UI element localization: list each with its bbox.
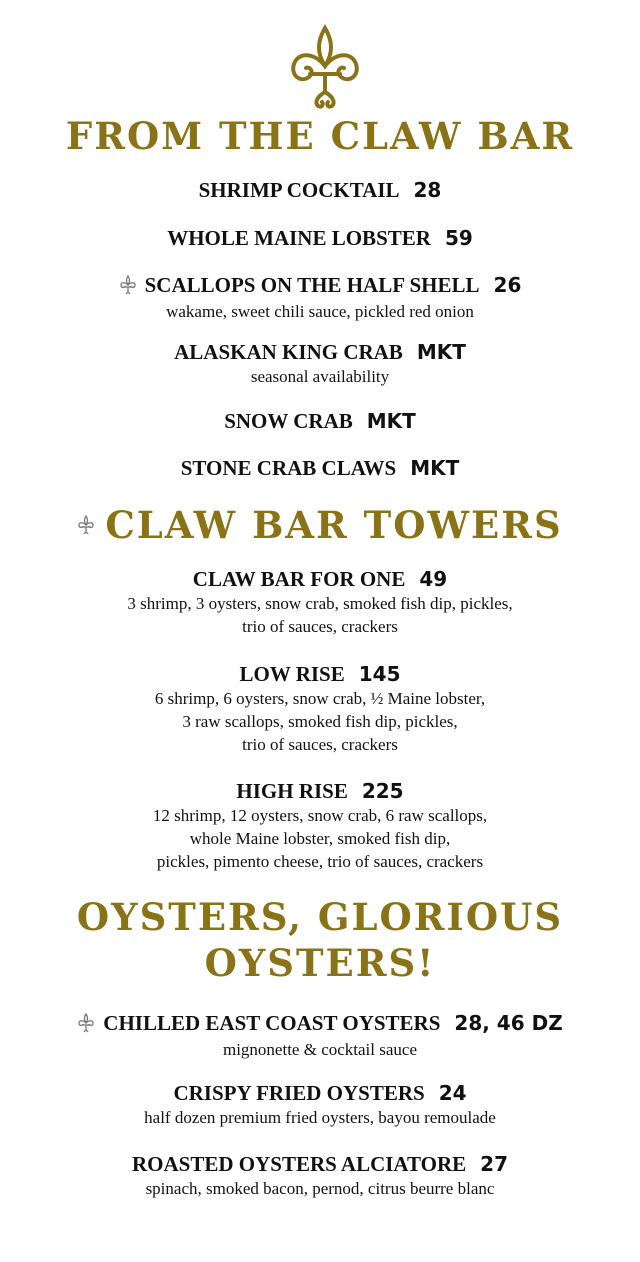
menu-item [0, 339, 640, 388]
fleur-de-lis-icon [77, 515, 95, 535]
item-description: half dozen premium fried oysters, bayou remoulade [144, 1108, 496, 1127]
menu-item [0, 566, 640, 638]
item-name: ROASTED OYSTERS ALCIATORE [132, 1152, 467, 1176]
item-description: wakame, sweet chili sauce, pickled red onion [166, 302, 474, 321]
menu-item [0, 408, 640, 434]
item-name: WHOLE MAINE LOBSTER [167, 226, 431, 250]
item-price: 225 [361, 779, 404, 803]
item-description: spinach, smoked bacon, pernod, citrus beurre blanc [145, 1179, 495, 1198]
menu-item [0, 455, 640, 481]
item-name: SNOW CRAB [224, 409, 353, 433]
menu-item [0, 778, 640, 873]
item-price: MKT [366, 409, 416, 433]
item-name: SHRIMP COCKTAIL [198, 178, 400, 202]
menu-item [0, 272, 640, 323]
item-name: SCALLOPS ON THE HALF SHELL [144, 273, 480, 297]
item-name: CHILLED EAST COAST OYSTERS [103, 1011, 441, 1035]
item-description: 12 shrimp, 12 oysters, snow crab, 6 raw scallops, whole Maine lobster, smoked fish dip, pickles, pimento cheese, trio of sauces, crackers [152, 806, 488, 871]
section-heading-towers [0, 500, 640, 547]
item-name: CRISPY FRIED OYSTERS [173, 1081, 425, 1105]
fleur-de-lis-logo-icon [280, 22, 370, 112]
menu-item [0, 177, 640, 203]
menu-item [0, 1080, 640, 1129]
item-price: MKT [416, 340, 466, 364]
item-price: MKT [410, 456, 460, 480]
item-price: 28, 46 DZ [454, 1011, 563, 1035]
section-heading-oysters [0, 894, 640, 986]
menu-item [0, 225, 640, 251]
item-price: 28 [413, 178, 442, 202]
item-name: ALASKAN KING CRAB [174, 340, 403, 364]
menu-item [0, 1010, 640, 1061]
item-description: mignonette & cocktail sauce [222, 1040, 417, 1059]
section-heading-text: CLAW BAR TOWERS [105, 502, 563, 547]
item-name: CLAW BAR FOR ONE [192, 567, 406, 591]
item-price: 49 [419, 567, 448, 591]
item-description: 6 shrimp, 6 oysters, snow crab, ½ Maine lobster, 3 raw scallops, smoked fish dip, pickles, trio of sauces, crackers [154, 689, 486, 754]
section-heading-line: OYSTERS! [204, 941, 436, 985]
section-heading-line: OYSTERS, GLORIOUS [76, 895, 564, 939]
item-description: seasonal availability [250, 367, 390, 386]
fleur-de-lis-icon [77, 1013, 95, 1033]
item-price: 27 [480, 1152, 508, 1176]
fleur-de-lis-icon [119, 275, 137, 295]
item-price: 24 [438, 1081, 467, 1105]
item-price: 145 [358, 662, 401, 686]
item-name: HIGH RISE [236, 779, 348, 803]
item-name: STONE CRAB CLAWS [180, 456, 397, 480]
section-heading-claw-bar: FROM THE CLAW BAR [65, 114, 575, 158]
item-price: 26 [493, 273, 522, 297]
menu-item [0, 661, 640, 756]
item-price: 59 [444, 226, 473, 250]
item-description: 3 shrimp, 3 oysters, snow crab, smoked fish dip, pickles, trio of sauces, crackers [127, 594, 513, 636]
item-name: LOW RISE [239, 662, 345, 686]
menu-item [0, 1151, 640, 1200]
